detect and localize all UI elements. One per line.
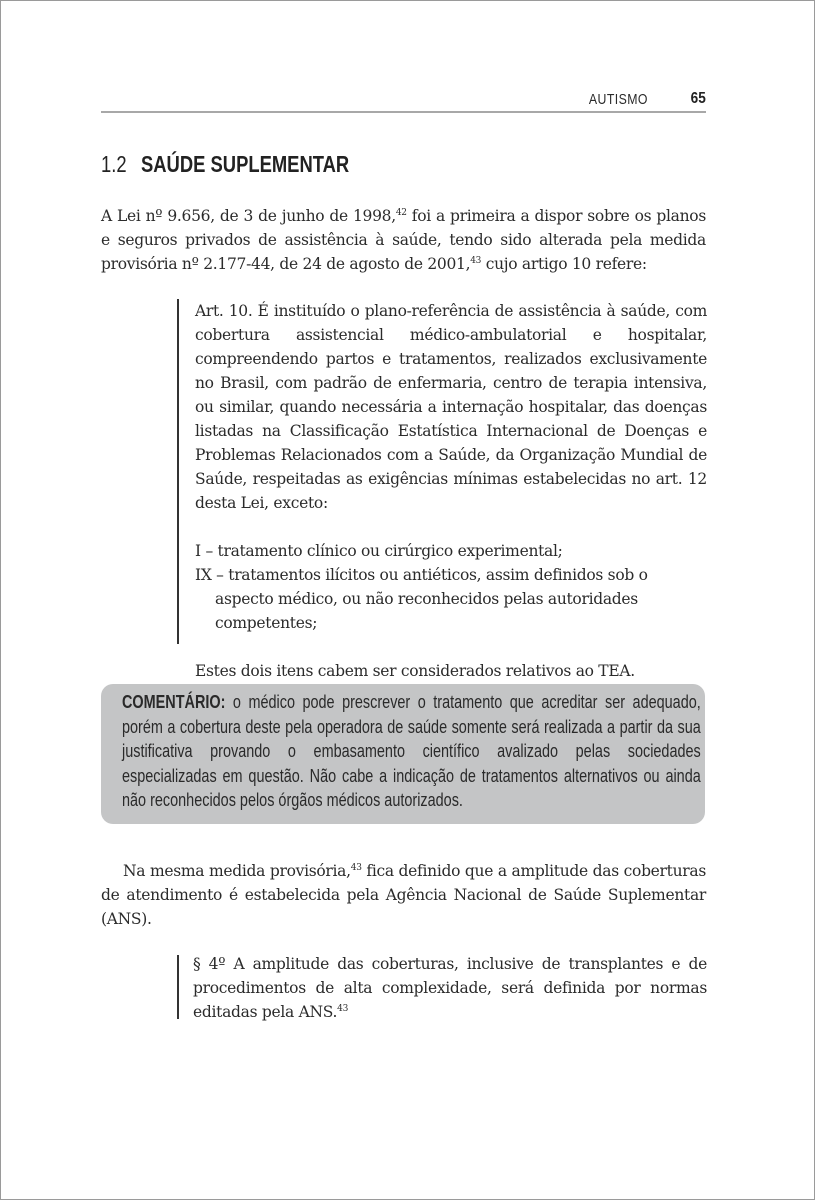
- running-head-title: AUTISMO: [589, 91, 648, 108]
- footnote-ref[interactable]: 43: [470, 256, 482, 266]
- article-item: I – tratamento clínico ou cirúrgico experimental;: [195, 542, 563, 560]
- intro-paragraph: [101, 204, 706, 276]
- second-text-1: Na mesma medida provisória,: [123, 862, 351, 880]
- comment-text: [122, 690, 701, 813]
- article-items: [195, 539, 707, 635]
- second-text-2: fica definido que a amplitude das coberturas de atendimento é estabelecida pela Agência Nacional de Saúde Suplementar (ANS).: [101, 862, 706, 928]
- running-head: [101, 89, 706, 113]
- second-paragraph: [101, 859, 706, 931]
- intro-text-3: cujo artigo 10 refere:: [481, 255, 647, 273]
- comment-body: o médico pode prescrever o tratamento que acreditar ser adequado, porém a cobertura deste pela operadora de saúde somente será realizada a partir da sua justificativa provando o embasamento científico avalizado pelas sociedades especializadas em questão. Não cabe a indicação de tratamentos alternativos ou ainda não reconhecidos pelos órgãos médicos autorizados.: [122, 691, 701, 810]
- comment-box: [101, 684, 705, 824]
- article-item: IX – tratamentos ilícitos ou antiéticos, assim definidos sob o aspecto médico, ou não reconhecidos pelas autoridades competentes;: [195, 566, 648, 632]
- block-quote-article-10: [177, 299, 707, 680]
- paragraph-4-text: § 4º A amplitude das coberturas, inclusive de transplantes e de procedimentos de alta complexidade, será definida por normas editadas pela ANS.: [193, 955, 707, 1021]
- article-text: Art. 10. É instituído o plano-referência de assistência à saúde, com cobertura assistencial médico-ambulatorial e hospitalar, compreendendo partos e tratamentos, realizados exclusivamente no Brasil, com padrão de enfermaria, centro de terapia intensiva, ou similar, quando necessária a internação hospitalar, das doenças listadas na Classificação Estatística Internacional de Doenças e Problemas Relacionados com a Saúde, da Organização Mundial de Saúde, respeitadas as exigências mínimas estabelecidas no art. 12 desta Lei, exceto:: [195, 302, 707, 512]
- footnote-ref[interactable]: 43: [337, 1004, 348, 1014]
- quote-closing-note: Estes dois itens cabem ser considerados relativos ao TEA.: [195, 662, 635, 680]
- section-title: SAÚDE SUPLEMENTAR: [140, 151, 350, 177]
- intro-text-1: A Lei nº 9.656, de 3 de junho de 1998,: [101, 207, 396, 225]
- block-quote-paragraph-4: [177, 955, 707, 1019]
- footnote-ref[interactable]: 43: [350, 863, 362, 873]
- section-heading: [101, 151, 349, 178]
- section-number: 1.2: [101, 151, 127, 177]
- footnote-ref[interactable]: 42: [395, 208, 407, 218]
- page-number: 65: [690, 90, 706, 107]
- comment-label: COMENTÁRIO:: [122, 691, 226, 712]
- intro-text-2: foi a primeira a dispor sobre os planos e seguros privados de assistência à saúde, tendo sido alterada pela medida provisória nº 2.177-44, de 24 de agosto de 2001,: [101, 207, 706, 273]
